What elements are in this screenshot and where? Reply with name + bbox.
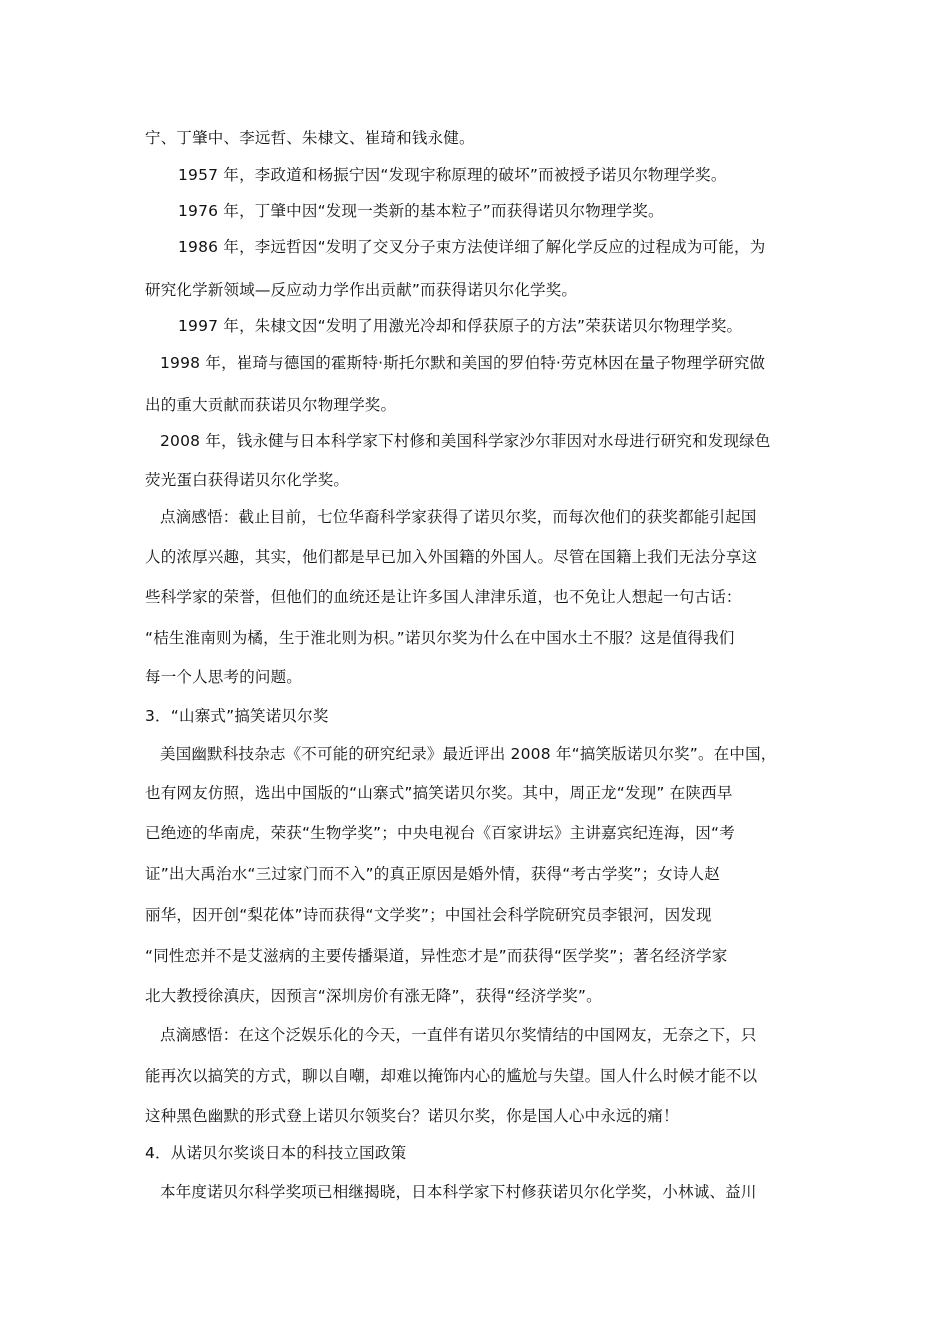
text-line: 美国幽默科技杂志《不可能的研究纪录》最近评出 2008 年“搞笑版诺贝尔奖”。在中国， bbox=[160, 745, 777, 763]
text-line: 人的浓厚兴趣，其实，他们都是早已加入外国籍的外国人。尽管在国籍上我们无法分享这 bbox=[145, 548, 758, 566]
text-line: 点滴感悟：截止目前，七位华裔科学家获得了诺贝尔奖，而每次他们的获奖都能引起国 bbox=[160, 508, 757, 526]
text-line: 已绝迹的华南虎，荣获“生物学奖”；中央电视台《百家讲坛》主讲嘉宾纪连海，因“考 bbox=[145, 824, 735, 842]
text-line: 能再次以搞笑的方式，聊以自嘲，却难以掩饰内心的尴尬与失望。国人什么时候才能不以 bbox=[145, 1067, 758, 1085]
text-line: 2008 年，钱永健与日本科学家下村修和美国科学家沙尔菲因对水母进行研究和发现绿色 bbox=[160, 432, 771, 450]
text-line: 1997 年，朱棣文因“发明了用激光冷却和俘获原子的方法”荣获诺贝尔物理学奖。 bbox=[178, 317, 743, 335]
text-line: 丽华，因开创“梨花体”诗而获得“文学奖”；中国社会科学院研究员李银河，因发现 bbox=[145, 906, 712, 924]
text-line: 本年度诺贝尔科学奖项已相继揭晓，日本科学家下村修获诺贝尔化学奖，小林诚、益川 bbox=[160, 1183, 757, 1201]
text-line: 研究化学新领域—反应动力学作出贡献”而获得诺贝尔化学奖。 bbox=[145, 281, 578, 299]
text-line: 北大教授徐滇庆，因预言“深圳房价有涨无降”，获得“经济学奖”。 bbox=[145, 987, 602, 1005]
text-line: “同性恋并不是艾滋病的主要传播渠道，异性恋才是”而获得“医学奖”；著名经济学家 bbox=[145, 947, 728, 965]
text-line: 荧光蛋白获得诺贝尔化学奖。 bbox=[145, 471, 350, 489]
text-line: 点滴感悟：在这个泛娱乐化的今天，一直伴有诺贝尔奖情结的中国网友，无奈之下，只 bbox=[160, 1026, 757, 1044]
text-line: 也有网友仿照，选出中国版的“山寨式”搞笑诺贝尔奖。其中，周正龙“发现” 在陕西早 bbox=[145, 784, 733, 802]
text-line: “桔生淮南则为橘，生于淮北则为枳。”诺贝尔奖为什么在中国水土不服？这是值得我们 bbox=[145, 629, 735, 647]
text-line: 1986 年，李远哲因“发明了交叉分子束方法使详细了解化学反应的过程成为可能，为 bbox=[178, 238, 766, 256]
text-line: 1998 年，崔琦与德国的霍斯特·斯托尔默和美国的罗伯特·劳克林因在量子物理学研究做 bbox=[160, 354, 766, 372]
text-line: 些科学家的荣誉，但他们的血统还是让许多国人津津乐道，也不免让人想起一句古话： bbox=[145, 588, 742, 606]
text-line: 1976 年，丁肇中因“发现一类新的基本粒子”而获得诺贝尔物理学奖。 bbox=[178, 202, 664, 220]
text-line: 1957 年，李政道和杨振宁因“发现宇称原理的破坏”而被授予诺贝尔物理学奖。 bbox=[178, 166, 727, 184]
section-heading: 4．从诺贝尔奖谈日本的科技立国政策 bbox=[145, 1144, 407, 1162]
text-line: 这种黑色幽默的形式登上诺贝尔领奖台？诺贝尔奖，你是国人心中永远的痛！ bbox=[145, 1107, 679, 1125]
text-line: 宁、丁肇中、李远哲、朱棣文、崔琦和钱永健。 bbox=[145, 129, 475, 147]
text-line: 证”出大禹治水“三过家门而不入”的真正原因是婚外情，获得“考古学奖”；女诗人赵 bbox=[145, 865, 720, 883]
section-heading: 3．“山寨式”搞笑诺贝尔奖 bbox=[145, 707, 329, 725]
text-line: 出的重大贡献而获诺贝尔物理学奖。 bbox=[145, 396, 397, 414]
text-line: 每一个人思考的问题。 bbox=[145, 668, 303, 686]
